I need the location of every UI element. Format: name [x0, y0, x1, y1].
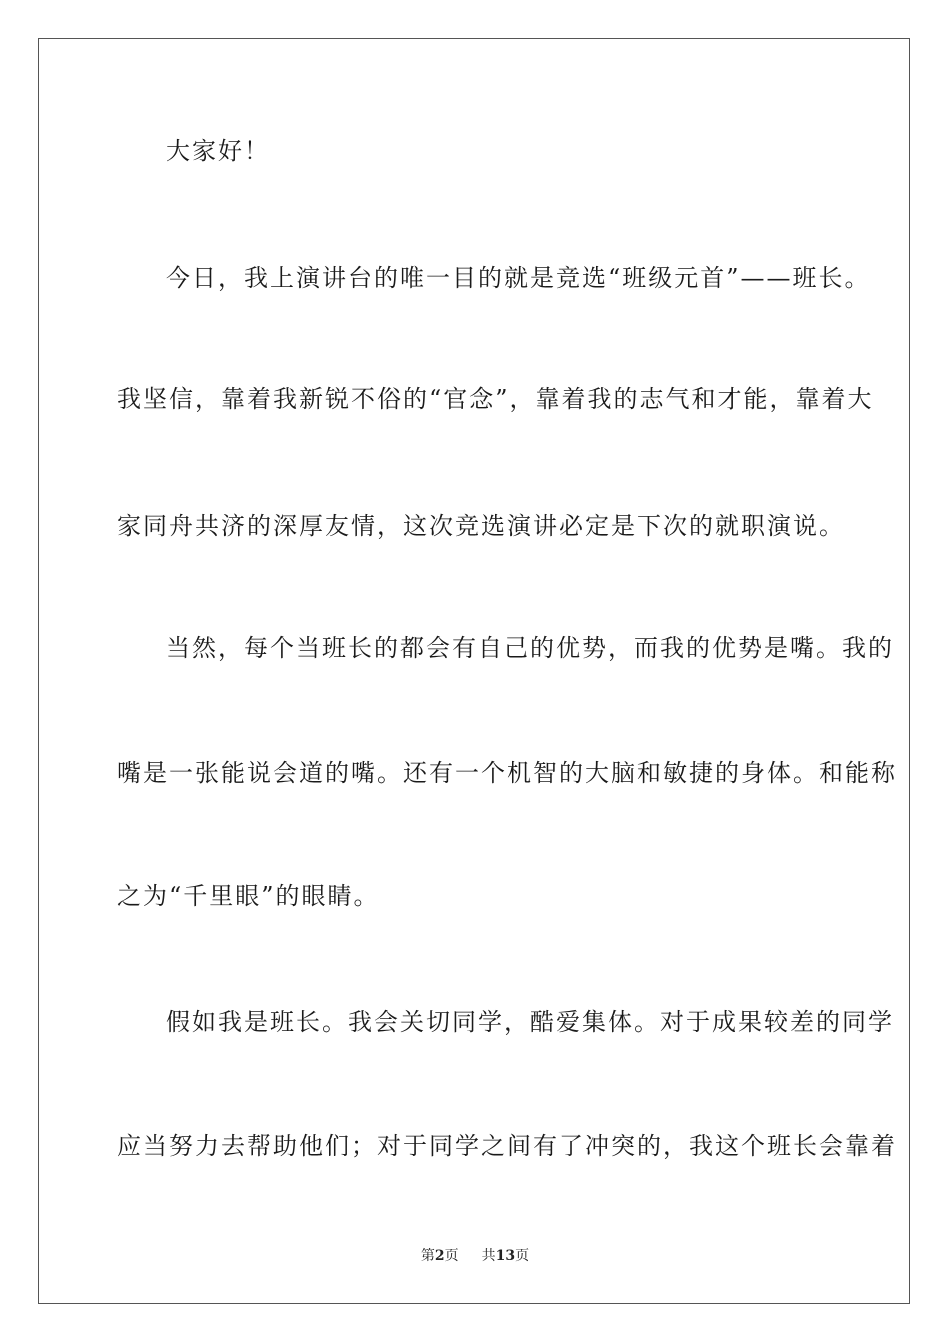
paragraph-line: 今日，我上演讲台的唯一目的就是竞选“班级元首”——班长。 — [166, 264, 871, 292]
paragraph-line: 我坚信，靠着我新锐不俗的“官念”，靠着我的志气和才能，靠着大 — [117, 385, 874, 413]
paragraph-line: 假如我是班长。我会关切同学，酷爱集体。对于成果较差的同学 — [166, 1008, 894, 1036]
page-footer — [0, 1246, 950, 1266]
paragraph-line: 应当努力去帮助他们；对于同学之间有了冲突的，我这个班长会靠着 — [117, 1132, 897, 1160]
total-pages: 13 — [495, 1248, 516, 1264]
total-label-prefix: 共 — [481, 1248, 496, 1264]
page-label-prefix: 第 — [420, 1248, 435, 1264]
total-label-suffix: 页 — [515, 1248, 530, 1264]
greeting-line: 大家好！ — [166, 137, 270, 165]
paragraph-line: 嘴是一张能说会道的嘴。还有一个机智的大脑和敏捷的身体。和能称 — [117, 759, 897, 787]
paragraph-line: 家同舟共济的深厚友情，这次竞选演讲必定是下次的就职演说。 — [117, 512, 845, 540]
page-label-suffix: 页 — [444, 1248, 459, 1264]
page-number: 2 — [434, 1248, 445, 1264]
page-border — [38, 38, 910, 1304]
paragraph-line: 之为“千里眼”的眼睛。 — [117, 882, 380, 910]
paragraph-line: 当然，每个当班长的都会有自己的优势，而我的优势是嘴。我的 — [166, 634, 894, 662]
